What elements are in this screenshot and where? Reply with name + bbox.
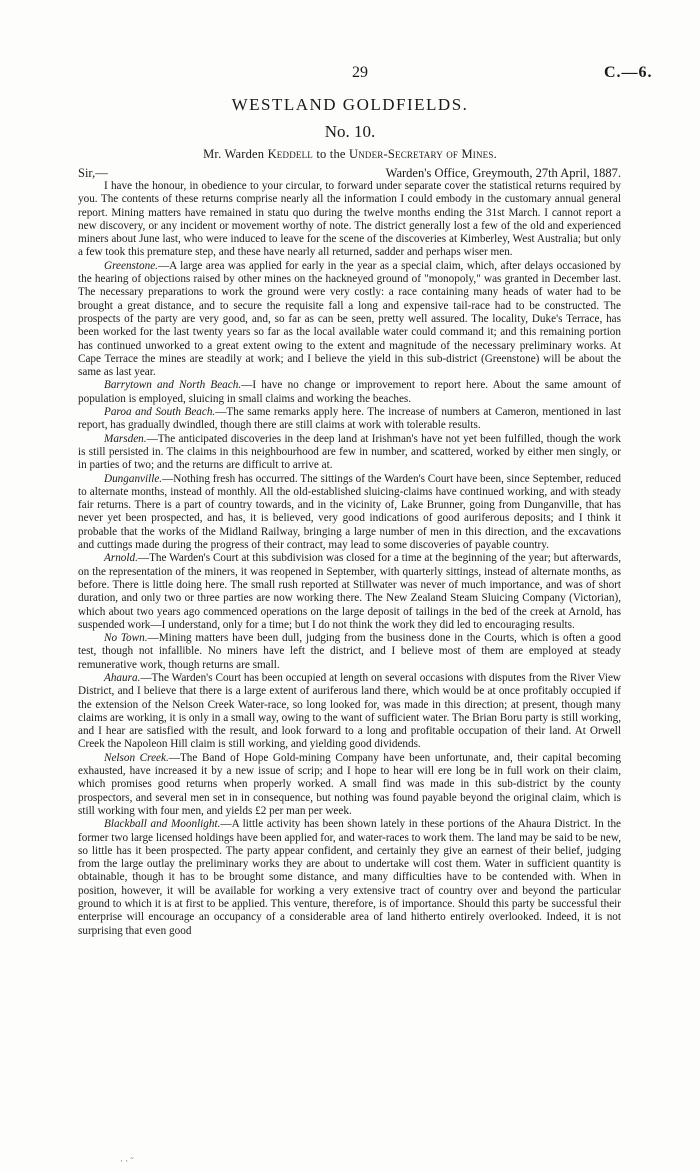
paragraph-heading: Greenstone. (104, 259, 158, 272)
paragraph-text: —The Band of Hope Gold-mining Company have been unfortunate, and, their capital becoming exhausted, have increased it by a new issue of scrip; and I hope to hear will ere long be in full work on their claim, which promises good returns when properly worked. A small find was made in this sub-district by the county prospectors, and several men set in in consequence, but nothing was found payable beyond the original claim, which is still working with four men, and yields £2 per man per week. (78, 751, 621, 817)
paragraph-text: —The anticipated discoveries in the deep land at Irishman's have not yet been fulfilled, though the work is still persisted in. The claims in this neighbourhood are few in number, and scattered, worked by either men singly, or in parties of two; and the returns are difficult to arrive at. (78, 432, 621, 472)
paragraph (78, 433, 621, 473)
paragraph (78, 552, 621, 632)
footer-marks: · · ˜ (120, 1156, 134, 1166)
paragraph-heading: Nelson Creek. (104, 751, 169, 764)
paragraph-text: —A little activity has been shown lately in these portions of the Ahaura District. In the former two large licensed holdings have been applied for, and water-races to work them. The land may be said to be new, so little has it been prospected. The party appear confident, and certainly they give an earnest of their belief, judging from the large outlay the preliminary works they are about to undertake will cost them. Water in sufficient quantity is obtainable, though it has to be brought some distance, and many difficulties have to be contended with. When in position, however, it will be available for working a very extensive tract of country over and beyond the particular ground to which it is at first to be applied. This venture, therefore, is of importance. Should this party be successful their enterprise will encourage an occupancy of a considerable area of land hitherto entirely overlooked. Indeed, it is not surprising that even good (78, 818, 622, 937)
paragraph-heading: Dunganville. (104, 472, 163, 485)
paragraph (78, 180, 621, 260)
paragraph-heading: Blackball and Moonlight. (104, 818, 221, 831)
from-prefix: Mr. Warden (203, 147, 265, 161)
paragraph-heading: No Town. (104, 632, 148, 645)
paragraph (78, 672, 621, 752)
paragraph-text: —A large area was applied for early in the year as a special claim, which, after delays occasioned by the hearing of objections raised by other mines on the hackneyed ground of "monopoly," was granted in December last. The necessary preparations to work the ground were very costly: a race containing many heads of water had to be brought a great distance, and to secure the requisite fall a long and expensive tail-race had to be constructed. The prospects of the party are very good, and, so far as can be seen, pretty well assured. The locality, Duke's Terrace, has been worked for the last twenty years so far as the local available water could command it; and this remaining portion has continued unworked to a great extent owing to the extent and magnitude of the necessary preliminary works. At Cape Terrace the mines are steadily at work; and I believe the yield in this sub-district (Greenstone) will be about the same as last year. (78, 259, 621, 379)
paragraph-text: —The Warden's Court at this subdivision was closed for a time at the beginning of the year; but afterwards, on the representation of the miners, it was reopened in September, with quarterly sittings, instead of alternate months, as before. There is little doing here. The small rush reported at Stillwater was never of much importance, and was of short duration, and only two or three parties are now working there. The New Zealand Steam Sluicing Company (Victorian), which about two years ago commenced operations on the large deposit of tailings in the bed of the creek at Arnold, has suspended work—I understand, only for a time; but I do not think the work they did led to encouraging results. (78, 552, 621, 631)
paragraph (78, 260, 621, 380)
paragraph-text: —I have no change or improvement to report here. About the same amount of population is employed, sluicing in small claims and working the beaches. (78, 379, 621, 405)
page-number: 29 (352, 64, 368, 81)
paragraph-heading: Arnold. (104, 552, 138, 565)
from-to-line (0, 147, 700, 162)
paragraph-text: —Mining matters have been dull, judging from the business done in the Courts, which is often a good test, though not infallible. No miners have left the district, and I believe most of them are employed at steady remunerative work, though returns are small. (78, 632, 621, 671)
paragraph (78, 818, 621, 938)
paragraph-heading: Ahaura. (104, 671, 141, 684)
paragraph-heading: Paroa and South Beach. (104, 406, 216, 419)
paragraph (78, 473, 621, 553)
report-number: No. 10. (324, 122, 376, 141)
from-name: Keddell (267, 147, 313, 161)
paragraph-text: —The Warden's Court has been occupied at length on several occasions with disputes from the River View District, and I believe that there is a large extent of auriferous land there, which would be at once profitably occupied if the extension of the Nelson Creek Water-race, so long looked for, was made in this direction; at present, though many claims are working, it is only in a small way, owing to the want of sufficient water. The Brian Boru party is still working, and I hear are satisfied with the result, and look forward to a long and profitable occupation of their land. At Orwell Creek the Napoleon Hill claim is still working, and yielding good dividends. (78, 671, 621, 751)
paragraph (78, 379, 621, 406)
paragraph-text: —The same remarks apply here. The increase of numbers at Cameron, mentioned in last report, has gradually dwindled, though there are still claims at work with tolerable results. (78, 406, 621, 432)
recipient: Under-Secretary of Mines. (348, 147, 497, 161)
dateline: Warden's Office, Greymouth, 27th April, 1887. (385, 166, 621, 180)
report-body (78, 180, 621, 938)
section-title: WESTLAND GOLDFIELDS. (231, 95, 469, 114)
document-code: C.—6. (604, 64, 653, 81)
paragraph-heading: Marsden. (104, 432, 147, 445)
paragraph (78, 406, 621, 433)
paragraph (78, 752, 621, 818)
paragraph-text: —Nothing fresh has occurred. The sittings of the Warden's Court have been, since September, reduced to alternate months, instead of monthly. All the old-established sluicing-claims have continued working, and with steady fair returns. There is a part of country towards, and in the vicinity of, Lake Brunner, going from Dunganville, that has never yet been prospected, and has, it is believed, very good indications of good auriferous deposits; and I think it probable that the works of the Midland Railway, bringing a large number of men in this direction, and the excavations and cuttings made during the progress of their contract, may lead to some discoveries of payable country. (78, 472, 621, 552)
paragraph (78, 632, 621, 672)
from-to-mid: to the (316, 147, 346, 161)
paragraph-heading: Barrytown and North Beach. (104, 379, 242, 392)
paragraph-text: I have the honour, in obedience to your circular, to forward under separate cover the statistical returns required by you. The contents of these returns comprise nearly all the information I could embody in the customary annual general report. Mining matters have remained in statu quo during the twelve months ending the 31st March. I cannot report a new discovery, or any incident or movement worthy of note. The district generally lost a few of the old and experienced miners about June last, who were induced to leave for the scene of the discoveries at Kimberley, West Australia; but only a few took this premature step, and these have nearly all returned, sadder and perhaps wiser men. (78, 180, 621, 259)
salutation: Sir,— (78, 166, 108, 180)
